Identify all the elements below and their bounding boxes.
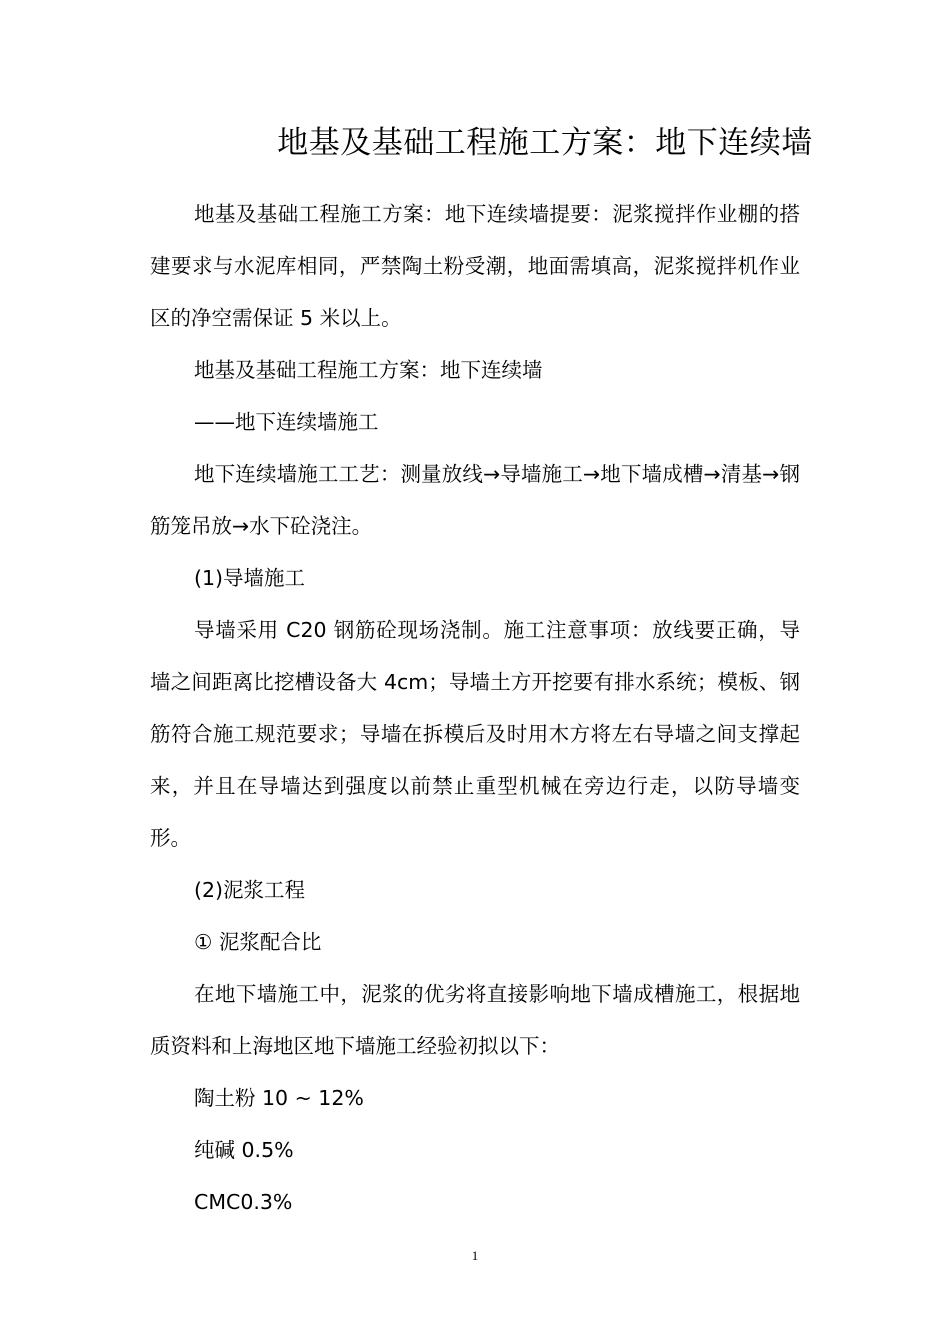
page-number: 1 (471, 1248, 479, 1263)
paragraph-slurry: 在地下墙施工中，泥浆的优劣将直接影响地下墙成槽施工，根据地质资料和上海地区地下墙施工经验初拟以下： (150, 982, 800, 1058)
document-body (150, 188, 800, 1228)
list-item-cmc: CMC0.3% (194, 1190, 293, 1214)
list-item-soda: 纯碱 0.5% (194, 1138, 294, 1162)
paragraph-process: 地下连续墙施工工艺：测量放线→导墙施工→地下墙成槽→清基→钢筋笼吊放→水下砼浇注。 (150, 462, 800, 538)
document-title: 地基及基础工程施工方案：地下连续墙 (277, 125, 813, 161)
subsection-heading-mix-ratio: ① 泥浆配合比 (194, 930, 322, 954)
paragraph-guide-wall: 导墙采用 C20 钢筋砼现场浇制。施工注意事项：放线要正确，导墙之间距离比挖槽设备大 4cm；导墙土方开挖要有排水系统；模板、钢筋符合施工规范要求；导墙在拆模后及时用木方将左右导墙之间支撑起来，并且在导墙达到强度以前禁止重型机械在旁边行走，以防导墙变形。 (150, 618, 800, 850)
section-heading-slurry: (2)泥浆工程 (194, 878, 306, 902)
paragraph-subheading: ——地下连续墙施工 (194, 410, 379, 434)
list-item-clay: 陶土粉 10 ~ 12% (194, 1086, 364, 1110)
paragraph-summary: 地基及基础工程施工方案：地下连续墙提要：泥浆搅拌作业棚的搭建要求与水泥库相同，严禁陶土粉受潮，地面需填高，泥浆搅拌机作业区的净空需保证 5 米以上。 (150, 202, 800, 330)
paragraph-heading: 地基及基础工程施工方案：地下连续墙 (194, 358, 543, 382)
section-heading-guide-wall: (1)导墙施工 (194, 566, 306, 590)
